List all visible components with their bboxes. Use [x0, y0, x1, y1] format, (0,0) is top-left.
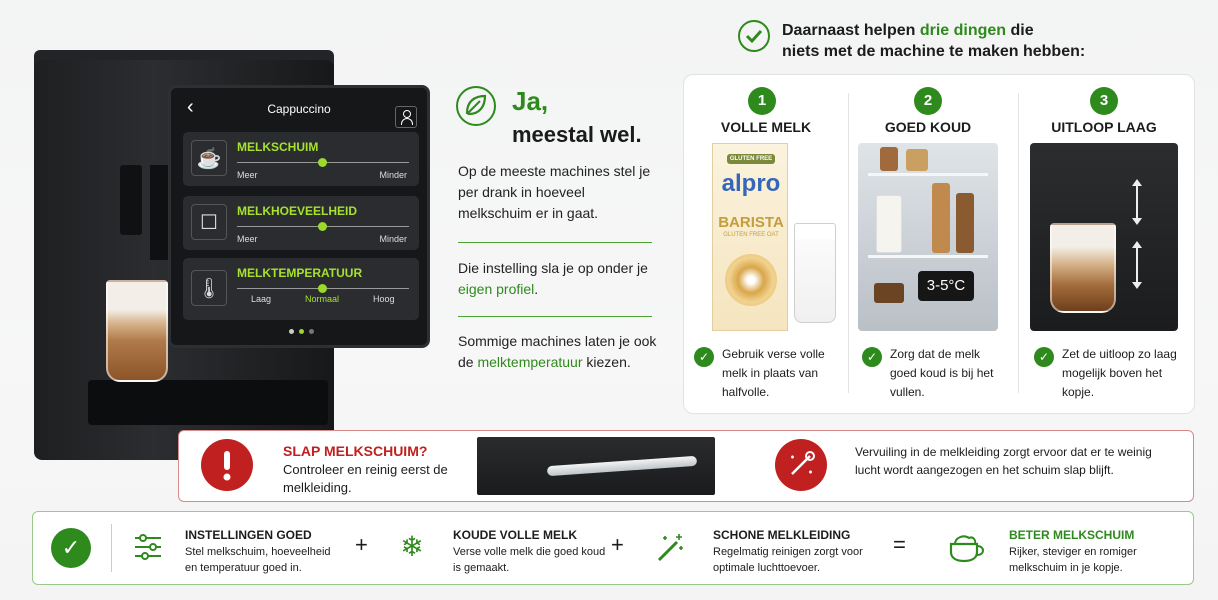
warning-strip — [178, 430, 1194, 502]
check-icon: ✓ — [1034, 347, 1054, 367]
machine-spout — [120, 165, 142, 235]
divider — [458, 242, 652, 243]
jar — [906, 149, 928, 171]
plus-sign: + — [355, 532, 368, 557]
setting-panel-milk-temperature — [183, 258, 419, 320]
text: niets met de machine te maken hebben: — [782, 43, 1086, 60]
text: Daarnaast helpen — [782, 22, 920, 39]
slider-min-label: Meer — [237, 234, 258, 244]
slider-max-label: Minder — [379, 234, 407, 244]
fridge-image — [858, 143, 998, 331]
carton-subtitle: GLUTEN FREE OAT — [723, 232, 779, 238]
result-title: BETER MELKSCHUIM — [1009, 528, 1135, 542]
machine-milk-spout — [150, 165, 170, 260]
answer-paragraph-1: Op de meeste machines stel je per drank in hoeveel melkschuim er in gaat. — [458, 163, 651, 221]
plus-sign: + — [611, 532, 624, 557]
setting-panel-milk-foam — [183, 132, 419, 186]
divider — [458, 316, 652, 317]
summary-title: INSTELLINGEN GOED — [185, 528, 312, 542]
text: kiezen. — [582, 354, 631, 370]
setting-panel-milk-amount — [183, 196, 419, 250]
magic-wand-icon — [653, 530, 687, 564]
fridge-shelf — [868, 255, 988, 258]
cappuccino-glass — [1050, 223, 1116, 313]
warning-description: Vervuiling in de melkleiding zorgt ervoor dat er te weinig lucht wordt aangezogen en het schuim slap blijft. — [855, 445, 1152, 477]
divider — [111, 524, 112, 572]
warning-body: Controleer en reinig eerst de melkleiding. — [283, 462, 448, 495]
tips-heading — [782, 20, 1085, 62]
milk-foam-icon: ☕ — [191, 140, 227, 176]
text: . — [534, 281, 539, 297]
height-arrow-icon — [1136, 185, 1138, 219]
slider-handle[interactable] — [318, 158, 327, 167]
slider-min-label: Laag — [251, 294, 272, 304]
page-indicator-dot[interactable] — [289, 329, 294, 334]
tip-number: 3 — [1090, 87, 1118, 115]
latte-art-icon — [725, 254, 777, 306]
answer-paragraph-2 — [458, 258, 658, 300]
height-arrow-icon — [1136, 247, 1138, 283]
summary-bar — [32, 511, 1194, 585]
alpro-carton — [712, 143, 788, 331]
text: Die instelling sla je op onder je — [458, 260, 648, 276]
milk-glass — [794, 223, 836, 323]
slider-max-label: Hoog — [373, 294, 395, 304]
user-profile-icon[interactable] — [395, 106, 417, 128]
sliders-icon — [131, 530, 165, 564]
milk-carton-image — [696, 143, 842, 333]
tip-number: 2 — [914, 87, 942, 115]
tip-cold — [852, 75, 1020, 415]
result-text: Rijker, steviger en romiger melkschuim in je kopje. — [1009, 546, 1137, 574]
spout-image — [1030, 143, 1178, 331]
answer-heading: Ja, — [512, 86, 549, 116]
drip-tray — [88, 380, 328, 425]
tip-spout-low — [1024, 75, 1192, 415]
summary-text: Verse volle melk die goed koud is gemaakt. — [453, 546, 606, 574]
slider-max-label: Minder — [379, 170, 407, 180]
divider — [1018, 93, 1019, 393]
milk-tube — [547, 456, 697, 476]
setting-title: MELKHOEVEELHEID — [237, 204, 358, 218]
container — [874, 283, 904, 303]
answer-paragraph-3 — [458, 331, 658, 373]
back-icon[interactable]: ‹ — [187, 96, 194, 118]
check-circle-icon: ✓ — [51, 528, 91, 568]
slider-min-label: Meer — [237, 170, 258, 180]
jar — [880, 147, 898, 171]
check-icon: ✓ — [694, 347, 714, 367]
bottle — [956, 193, 974, 253]
slider-handle[interactable] — [318, 222, 327, 231]
setting-title: MELKSCHUIM — [237, 140, 319, 154]
tip-number: 1 — [748, 87, 776, 115]
tip-whole-milk — [684, 75, 852, 415]
machine-touchscreen — [168, 85, 430, 348]
carton-name: BARISTA — [718, 214, 784, 231]
highlight: melktemperatuur — [477, 354, 583, 370]
highlight: drie dingen — [919, 22, 1007, 39]
summary-title: SCHONE MELKLEIDING — [713, 528, 851, 542]
tip-title: GOED KOUD — [884, 119, 972, 135]
page-indicator-dot-active[interactable] — [299, 329, 304, 334]
answer-subheading: meestal wel. — [512, 122, 642, 147]
tip-text: Zet de uitloop zo laag mogelijk boven het kopje. — [1062, 347, 1177, 399]
check-circle-icon — [738, 20, 770, 52]
highlight: eigen profiel — [458, 281, 535, 297]
cup-icon: ☐ — [191, 204, 227, 240]
tip-title: UITLOOP LAAG — [1051, 119, 1157, 135]
cappuccino-glass — [106, 280, 168, 382]
tips-card — [683, 74, 1195, 414]
cleaning-tools-icon — [775, 439, 827, 491]
summary-text: Stel melkschuim, hoeveelheid en temperatuur goed in. — [185, 546, 331, 574]
carton-badge: GLUTEN FREE — [727, 154, 775, 164]
snowflake-icon: ❄ — [400, 531, 424, 562]
fridge-shelf — [868, 173, 988, 176]
milk-tube-image — [477, 437, 715, 495]
setting-title: MELKTEMPERATUUR — [237, 266, 363, 280]
divider — [848, 93, 849, 393]
coffee-cup-icon — [945, 530, 991, 564]
screen-title: Cappuccino — [267, 102, 331, 116]
carton-brand: alpro — [721, 170, 781, 197]
check-icon: ✓ — [862, 347, 882, 367]
milk-carton — [876, 195, 902, 253]
summary-text: Regelmatig reinigen zorgt voor optimale luchttoevoer. — [713, 546, 863, 574]
thermometer-icon: 🌡 — [191, 270, 227, 306]
warning-title: SLAP MELKSCHUIM? — [283, 443, 428, 459]
summary-title: KOUDE VOLLE MELK — [453, 528, 578, 542]
slider-handle[interactable] — [318, 284, 327, 293]
tip-text: Gebruik verse volle melk in plaats van halfvolle. — [722, 347, 825, 399]
tip-title: VOLLE MELK — [720, 119, 812, 135]
leaf-icon — [456, 86, 496, 126]
slider-selected-label: Normaal — [305, 294, 340, 304]
text: Sommige machines laten je ook de — [458, 333, 657, 370]
exclamation-icon — [201, 439, 253, 491]
bottle — [932, 183, 950, 253]
page-indicator-dot[interactable] — [309, 329, 314, 334]
text: die — [1006, 22, 1034, 39]
fridge-thermometer: 3-5°C — [918, 271, 974, 301]
tip-text: Zorg dat de melk goed koud is bij het vullen. — [890, 347, 994, 399]
equals-sign: = — [893, 532, 906, 557]
